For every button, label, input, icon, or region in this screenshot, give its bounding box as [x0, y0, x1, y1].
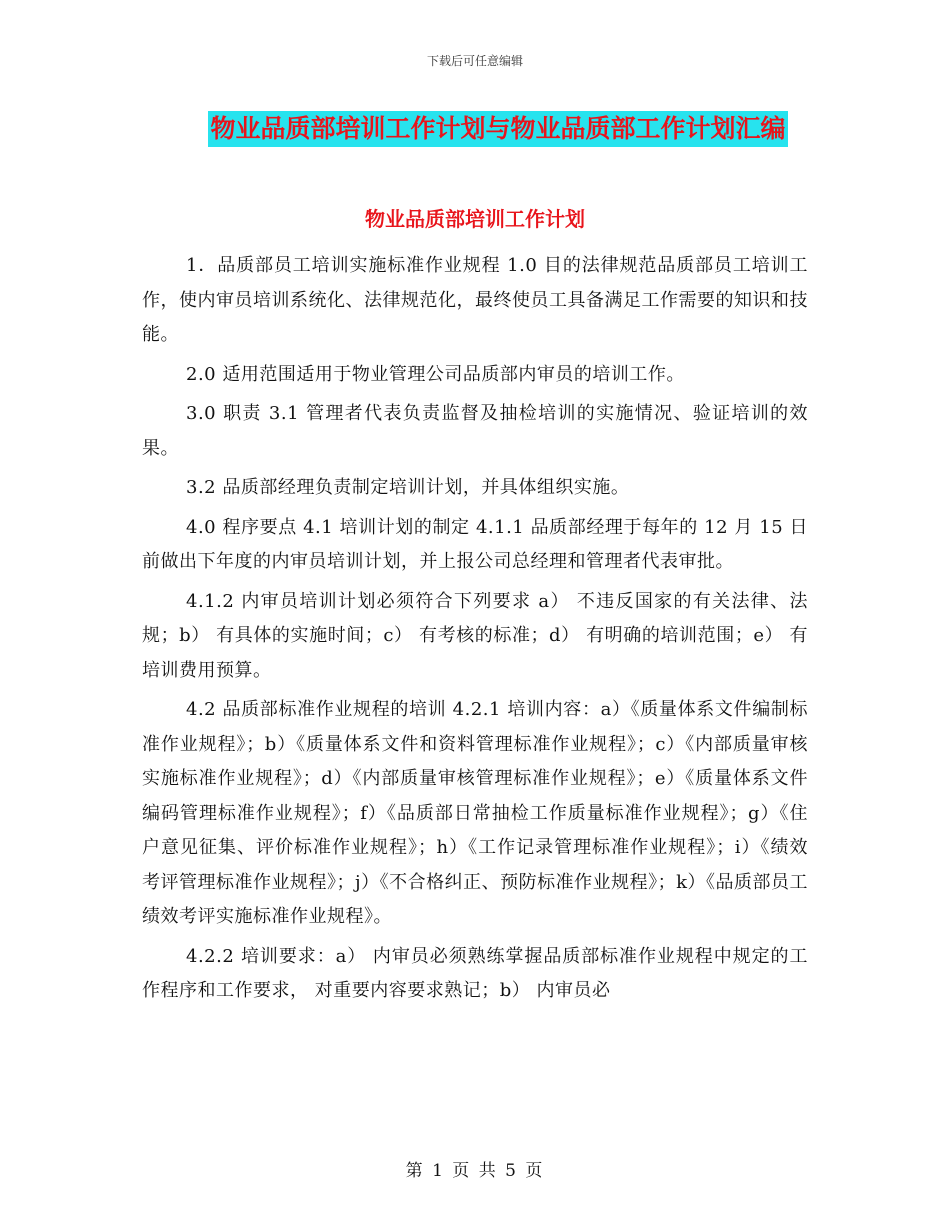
paragraph-3: 3.0 职责 3.1 管理者代表负责监督及抽检培训的实施情况、验证培训的效果。	[142, 403, 808, 459]
paragraph-5: 4.0 程序要点 4.1 培训计划的制定 4.1.1 品质部经理于每年的 12 月 15 日前做出下年度的内审员培训计划，并上报公司总经理和管理者代表审批。	[142, 516, 808, 572]
header-note: 下载后可任意编辑	[426, 54, 523, 68]
paragraph-7: 4.2 品质部标准作业规程的培训 4.2.1 培训内容：a）《质量体系文件编制标准作业规程》；b）《质量体系文件和资料管理标准作业规程》；c）《内部质量审核实施标准作业规程》；d）《内部质量审核管理标准作业规程》；e）《质量体系文件编码管理标准作业规程》；f）《品质部日常抽检工作质量标准作业规程》；g）《住户意见征集、评价标准作业规程》；h）《工作记录管理标准作业规程》；i）《绩效考评管理标准作业规程》；j）《不合格纠正、预防标准作业规程》；k）《品质部员工绩效考评实施标准作业规程》。	[142, 699, 808, 927]
document-body	[142, 249, 808, 1014]
paragraph-2: 2.0 适用范围适用于物业管理公司品质部内审员的培训工作。	[186, 363, 685, 385]
main-title-container	[0, 111, 950, 147]
paragraph-1: 1．品质部员工培训实施标准作业规程 1.0 目的法律规范品质部员工培训工作，使内审员培训系统化、法律规范化，最终使员工具备满足工作需要的知识和技能。	[142, 255, 808, 345]
main-title: 物业品质部培训工作计划与物业品质部工作计划汇编	[208, 111, 787, 147]
paragraph-8: 4.2.2 培训要求：a） 内审员必须熟练掌握品质部标准作业规程中规定的工作程序和工作要求， 对重要内容要求熟记；b） 内审员必	[142, 945, 808, 1001]
paragraph-4: 3.2 品质部经理负责制定培训计划，并具体组织实施。	[186, 477, 630, 498]
page-number: 第 1 页 共 5 页	[405, 1161, 545, 1181]
section-title: 物业品质部培训工作计划	[365, 207, 585, 231]
paragraph-6: 4.1.2 内审员培训计划必须符合下列要求 a） 不违反国家的有关法律、法规；b） 有具体的实施时间；c） 有考核的标准；d） 有明确的培训范围；e） 有培训费用预算。	[142, 590, 808, 681]
